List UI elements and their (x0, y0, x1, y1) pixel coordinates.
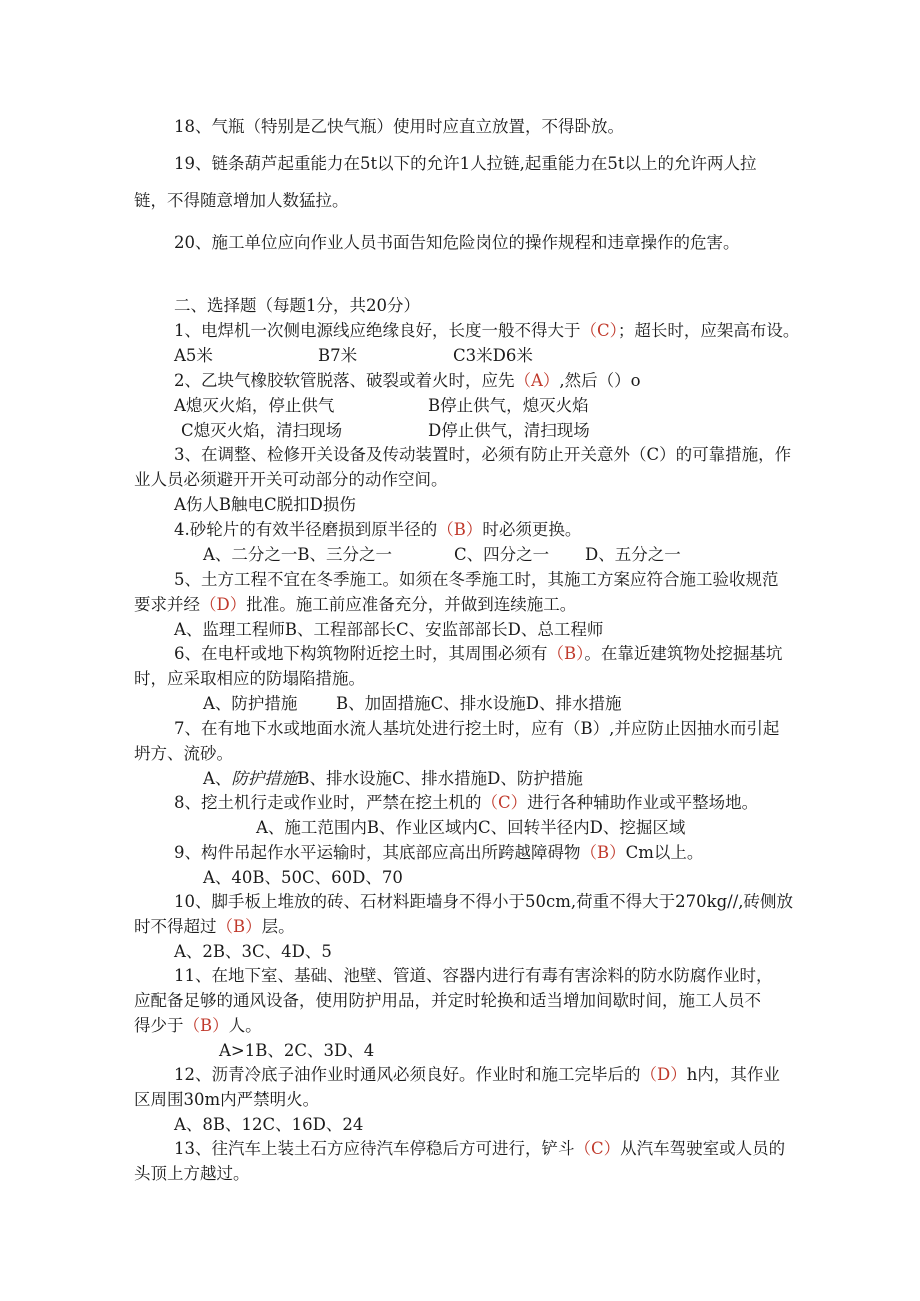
q1-option-cd: C3米D6米 (453, 346, 533, 365)
q6-answer: （B） (547, 644, 585, 663)
q1-question (174, 320, 799, 342)
q6-line2: 时，应采取相应的防塌陷措施。 (134, 669, 365, 688)
q10-line2-pre: 时不得超过 (134, 917, 217, 936)
q13-answer: （C） (574, 1139, 621, 1158)
q4-answer: （B） (437, 520, 483, 539)
q1-pre: 1、电焊机一次侧电源线应绝缘良好，长度一般不得大于 (174, 321, 581, 340)
q9-pre: 9、构件吊起作水平运输时，其底部应高出所跨越障碍物 (174, 843, 581, 862)
q11-line3-pre: 得少于 (134, 1016, 184, 1035)
q7-option-a-prefix: A、 (203, 769, 232, 788)
q11-line3 (134, 1015, 262, 1037)
q6-option-a: A、防护措施 (203, 694, 298, 713)
q12-answer: （D） (640, 1065, 687, 1084)
q2-option-a: A熄灭火焰，停止供气 (174, 396, 335, 415)
q10-line2-post: 层。 (261, 917, 295, 936)
q11-line3-post: 人。 (228, 1016, 262, 1035)
q4-options-ab: A、二分之一B、三分之一 (203, 545, 393, 564)
q6-line1-post: 。在靠近建筑物处挖掘基坑 (584, 644, 783, 663)
q8-options: A、施工范围内B、作业区域内C、回转半径内D、挖掘区域 (256, 818, 686, 837)
q7-line2: 坍方、流砂。 (134, 744, 233, 763)
q6-line1-pre: 6、在电杆或地下构筑物附近挖土时，其周围必须有 (174, 644, 548, 663)
q4-question (174, 519, 581, 541)
q11-line2: 应配备足够的通风设备，使用防护用品，并定时轮换和适当增加间歇时间，施工人员不 (134, 991, 761, 1010)
q4-post: 时必须更换。 (482, 520, 582, 539)
q11-answer: （B） (183, 1016, 229, 1035)
q11-options: A>1B、2C、3D、4 (219, 1041, 375, 1060)
q3-options: A伤人B触电C脱扣D损伤 (174, 495, 356, 514)
q2-pre: 2、乙块气橡胶软管脱落、破裂或着火时，应先 (174, 371, 515, 390)
q2-question (174, 370, 641, 392)
q2-answer: （A） (514, 371, 560, 390)
q5-line2-post: 批准。施工前应准备充分，并做到连续施工。 (246, 595, 577, 614)
q1-post: ；超长时，应架高布设。 (617, 321, 800, 340)
q18-text: 18、气瓶（特别是乙快气瓶）使用时应直立放置，不得卧放。 (174, 117, 624, 136)
q5-line2-pre: 要求并经 (134, 595, 200, 614)
q1-option-a: A5米 (174, 346, 213, 365)
q5-line1: 5、土方工程不宜在冬季施工。如须在冬季施工时，其施工方案应符合施工验收规范 (174, 570, 779, 589)
q5-options: A、监理工程师B、工程部部长C、安监部部长D、总工程师 (174, 620, 604, 639)
q10-answer: （B） (216, 917, 262, 936)
q2-option-b: B停止供气，熄灭火焰 (428, 396, 589, 415)
q8-pre: 8、挖土机行走或作业时，严禁在挖土机的 (174, 793, 482, 812)
q10-line2 (134, 916, 295, 938)
q9-post: Cm以上。 (625, 843, 704, 862)
q1-answer: （C） (580, 321, 618, 340)
q3-line1: 3、在调整、检修开关设备及传动装置时，必须有防止开关意外（C）的可靠措施，作 (174, 445, 792, 464)
q4-pre: 4.砂轮片的有效半径磨损到原半径的 (174, 520, 438, 539)
q13-line1 (174, 1138, 785, 1160)
q12-options: A、8B、12C、16D、24 (174, 1115, 364, 1134)
q7-options (203, 768, 583, 790)
q4-option-c: C、四分之一 (454, 545, 550, 564)
q7-line1: 7、在有地下水或地面水流人基坑处进行挖土时，应有（B）,并应防止因抽水而引起 (174, 719, 780, 738)
q7-options-bcd: B、排水设施C、排水措施D、防护措施 (297, 769, 583, 788)
q10-options: A、2B、3C、4D、5 (174, 942, 332, 961)
q8-question (174, 792, 758, 814)
q12-line1-post: h内，其作业 (686, 1065, 780, 1084)
q9-answer: （B） (580, 843, 626, 862)
q8-answer: （C） (481, 793, 528, 812)
q13-line1-pre: 13、往汽车上装土石方应待汽车停稳后方可进行，铲斗 (174, 1139, 575, 1158)
q10-line1: 10、脚手板上堆放的砖、石材料距墙身不得小于50cm,荷重不得大于270kg//,砖侧放 (174, 892, 794, 911)
q19-line1: 19、链条葫芦起重能力在5t以下的允许1人拉链,起重能力在5t以上的允许两人拉 (174, 154, 757, 173)
q3-line2: 业人员必须避开开关可动部分的动作空间。 (134, 470, 448, 489)
q19-line2: 链，不得随意增加人数猛拉。 (134, 191, 349, 210)
q5-line2 (134, 594, 576, 616)
q12-line1 (174, 1064, 780, 1086)
q6-line1 (174, 643, 782, 665)
q4-option-d: D、五分之一 (585, 545, 681, 564)
q20-text: 20、施工单位应向作业人员书面告知危险岗位的操作规程和违章操作的危害。 (174, 233, 740, 252)
q12-line1-pre: 12、沥青冷底子油作业时通风必须良好。作业时和施工完毕后的 (174, 1065, 641, 1084)
q12-line2: 区周围30m内严禁明火。 (134, 1090, 320, 1109)
q2-option-d: D停止供气，清扫现场 (428, 421, 590, 440)
q9-options: A、40B、50C、60D、70 (203, 868, 403, 887)
q8-post: 进行各种辅助作业或平整场地。 (527, 793, 759, 812)
section2-title: 二、选择题（每题1分，共20分） (174, 296, 420, 315)
q5-answer: （D） (200, 595, 247, 614)
q11-line1: 11、在地下室、基础、池壁、管道、容器内进行有毒有害涂料的防水防腐作业时， (174, 966, 773, 985)
q2-post: ,然后（）o (559, 371, 641, 390)
q1-option-b: B7米 (318, 346, 358, 365)
q2-option-c: C熄灭火焰，清扫现场 (181, 421, 343, 440)
q9-question (174, 842, 703, 864)
q13-line2: 头顶上方越过。 (134, 1164, 250, 1183)
q13-line1-post: 从汽车驾驶室或人员的 (620, 1139, 786, 1158)
q7-option-a: 防护措施 (231, 769, 298, 788)
q6-options-bcd: B、加固措施C、排水设施D、排水措施 (336, 694, 622, 713)
